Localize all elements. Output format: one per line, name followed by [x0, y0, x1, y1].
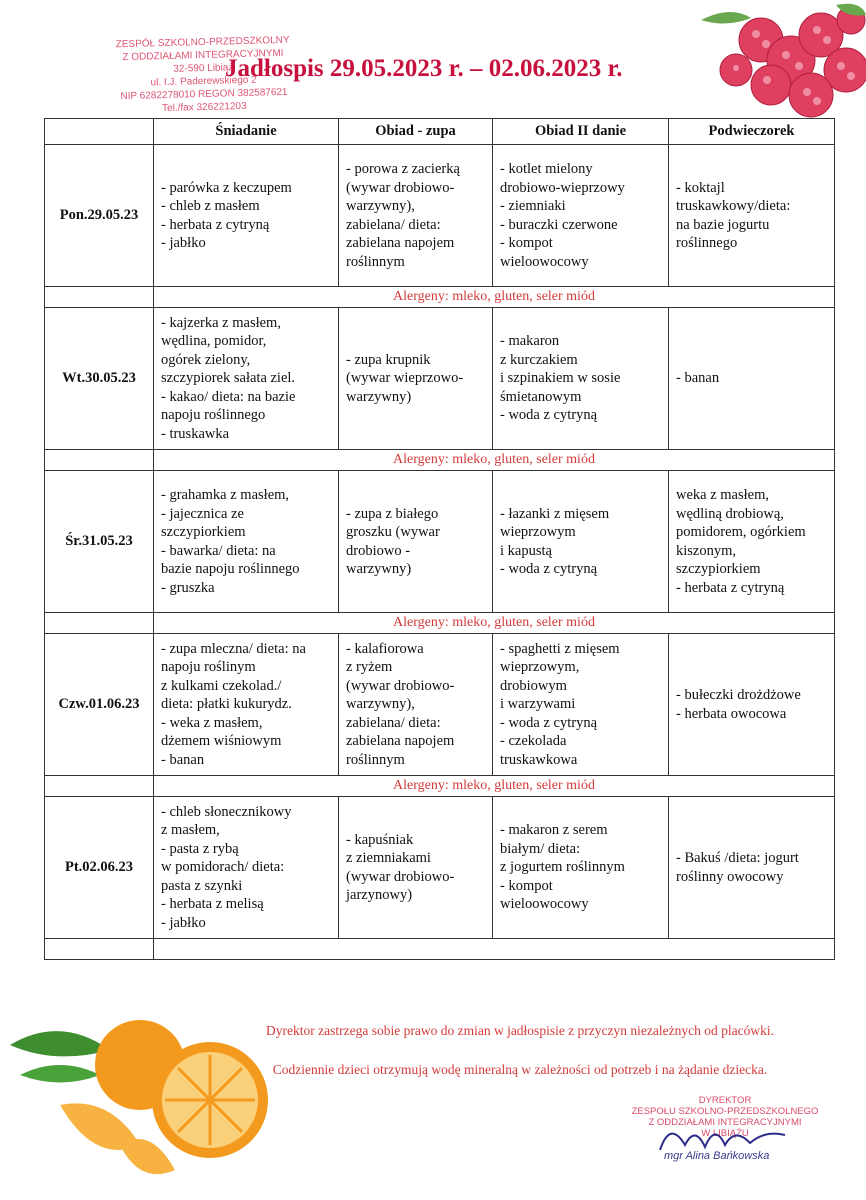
snack-cell: weka z masłem, wędliną drobiową, pomidorem, ogórkiem kiszonym, szczypiorkiem - herbata z cytryną	[669, 471, 835, 613]
header-breakfast: Śniadanie	[154, 119, 339, 145]
day-row	[45, 145, 835, 287]
allergen-info: Alergeny: mleko, gluten, seler miód	[154, 287, 835, 308]
snack-cell: - banan	[669, 308, 835, 450]
main-dish-cell: - łazanki z mięsem wieprzowym i kapustą - woda z cytryną	[493, 471, 669, 613]
allergen-row	[45, 776, 835, 797]
soup-cell: - zupa z białego groszku (wywar drobiowo - warzywny)	[339, 471, 493, 613]
allergen-empty-cell	[45, 450, 154, 471]
breakfast-cell: - parówka z keczupem - chleb z masłem - herbata z cytryną - jabłko	[154, 145, 339, 287]
page-title: Jadłospis 29.05.2023 r. – 02.06.2023 r.	[225, 55, 623, 82]
stamp-line: ZESPÓŁ SZKOLNO-PRZEDSZKOLNY	[115, 34, 290, 51]
breakfast-cell: - chleb słonecznikowy z masłem, - pasta z rybą w pomidorach/ dieta: pasta z szynki - herbata z melisą - jabłko	[154, 797, 339, 939]
director-stamp-line: DYREKTOR	[698, 1095, 752, 1106]
raspberries-image	[641, 0, 866, 125]
soup-cell: - zupa krupnik (wywar wieprzowo- warzywny)	[339, 308, 493, 450]
allergen-empty-cell	[45, 776, 154, 797]
main-dish-cell: - kotlet mielony drobiowo-wieprzowy - ziemniaki - buraczki czerwone - kompot wieloowocowy	[493, 145, 669, 287]
header-day	[45, 119, 154, 145]
snack-cell: - koktajl truskawkowy/dieta: na bazie jogurtu roślinnego	[669, 145, 835, 287]
soup-cell: - porowa z zacierką (wywar drobiowo- warzywny), zabielana/ dieta: zabielana napojem roślinnym	[339, 145, 493, 287]
stamp-line: Z ODDZIAŁAMI INTEGRACYJNYMI	[122, 47, 284, 64]
header-main: Obiad II danie	[493, 119, 669, 145]
allergen-empty-cell	[45, 939, 154, 960]
main-dish-cell: - spaghetti z mięsem wieprzowym, drobiowym i warzywami - woda z cytryną - czekolada truskawkowa	[493, 634, 669, 776]
signer-name: mgr Alina Bańkowska	[664, 1150, 770, 1162]
day-cell: Pt.02.06.23	[45, 797, 154, 939]
director-stamp-line: ZESPOŁU SZKOLNO-PRZEDSZKOLNEGO	[631, 1106, 819, 1117]
main-dish-cell: - makaron z serem białym/ dieta: z jogurtem roślinnym - kompot wieloowocowy	[493, 797, 669, 939]
header-soup: Obiad - zupa	[339, 119, 493, 145]
snack-cell: - Bakuś /dieta: jogurt roślinny owocowy	[669, 797, 835, 939]
day-row	[45, 634, 835, 776]
stamp-line: ul. I.J. Paderewskiego 2	[150, 74, 257, 89]
stamp-line: Tel./fax 326221203	[161, 100, 247, 115]
allergen-info	[154, 939, 835, 960]
day-row	[45, 471, 835, 613]
day-cell: Wt.30.05.23	[45, 308, 154, 450]
stamp-line: NIP 6282278010 REGON 382587621	[120, 86, 288, 103]
snack-cell: - bułeczki drożdżowe - herbata owocowa	[669, 634, 835, 776]
allergen-empty-cell	[45, 613, 154, 634]
director-stamp-line: W LIBIĄŻU	[701, 1128, 749, 1139]
director-note: Dyrektor zastrzega sobie prawo do zmian w jadłospisie z przyczyn niezależnych od placówki.	[266, 1023, 774, 1038]
header-snack: Podwieczorek	[669, 119, 835, 145]
director-stamp-line: Z ODDZIAŁAMI INTEGRACYJNYMI	[648, 1117, 802, 1128]
day-cell: Pon.29.05.23	[45, 145, 154, 287]
oranges-image	[0, 1005, 280, 1190]
breakfast-cell: - zupa mleczna/ dieta: na napoju roślinym z kulkami czekolad./ dieta: płatki kukurydz. - weka z masłem, dżemem wiśniowym - banan	[154, 634, 339, 776]
allergen-info: Alergeny: mleko, gluten, seler miód	[154, 613, 835, 634]
allergen-row	[45, 287, 835, 308]
allergen-row	[45, 450, 835, 471]
day-row	[45, 308, 835, 450]
soup-cell: - kapuśniak z ziemniakami (wywar drobiowo- jarzynowy)	[339, 797, 493, 939]
breakfast-cell: - grahamka z masłem, - jajecznica ze szczypiorkiem - bawarka/ dieta: na bazie napoju roślinnego - gruszka	[154, 471, 339, 613]
day-row	[45, 797, 835, 939]
allergen-info: Alergeny: mleko, gluten, seler miód	[154, 776, 835, 797]
allergen-row	[45, 939, 835, 960]
allergen-info: Alergeny: mleko, gluten, seler miód	[154, 450, 835, 471]
allergen-empty-cell	[45, 287, 154, 308]
stamp-line: 32-590 Libiąż	[173, 62, 234, 75]
menu-table	[44, 118, 835, 960]
day-cell: Śr.31.05.23	[45, 471, 154, 613]
main-dish-cell: - makaron z kurczakiem i szpinakiem w sosie śmietanowym - woda z cytryną	[493, 308, 669, 450]
header-row	[45, 119, 835, 145]
breakfast-cell: - kajzerka z masłem, wędlina, pomidor, ogórek zielony, szczypiorek sałata ziel. - kakao/ dieta: na bazie napoju roślinnego - truskawka	[154, 308, 339, 450]
day-cell: Czw.01.06.23	[45, 634, 154, 776]
water-note: Codziennie dzieci otrzymują wodę mineralną w zależności od potrzeb i na żądanie dziecka.	[272, 1062, 768, 1077]
allergen-row	[45, 613, 835, 634]
soup-cell: - kalafiorowa z ryżem (wywar drobiowo- warzywny), zabielana/ dieta: zabielana napojem roślinnym	[339, 634, 493, 776]
